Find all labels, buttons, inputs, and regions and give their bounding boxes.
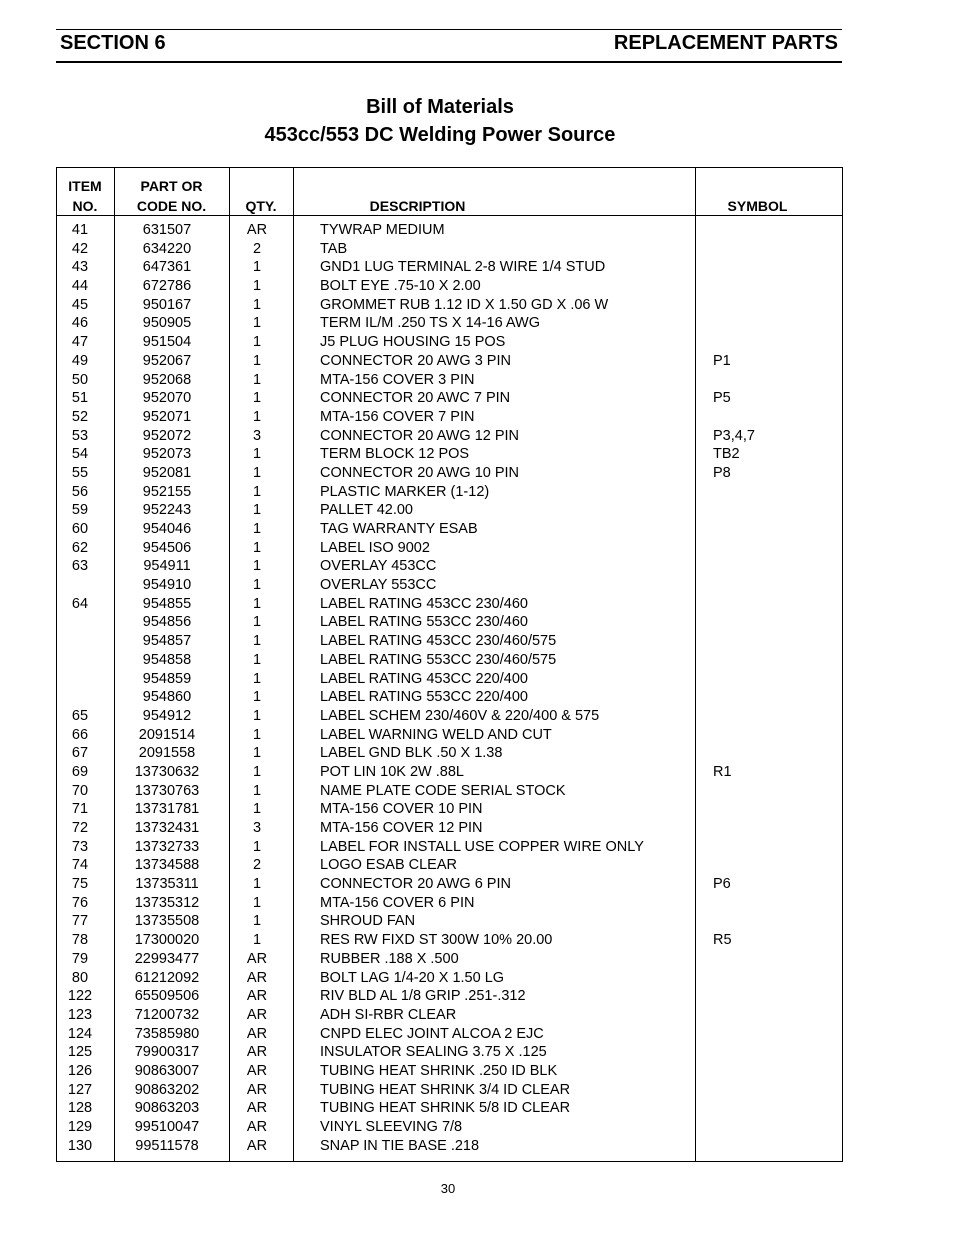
cell-part-code: 954855 <box>142 595 192 612</box>
cell-quantity: 1 <box>252 502 262 519</box>
cell-quantity: AR <box>246 1062 268 1079</box>
cell-quantity: 1 <box>252 521 262 537</box>
cell-quantity: 1 <box>252 408 262 425</box>
cell-quantity: 1 <box>252 651 262 668</box>
cell-part-code: 952155 <box>142 483 192 500</box>
cell-part-code: 2091514 <box>138 726 196 743</box>
document-title: Bill of Materials <box>366 96 514 118</box>
cell-item-no: 125 <box>67 1044 93 1061</box>
col-header-code: PART OR CODE NO. <box>136 178 207 214</box>
cell-description: TERM IL/M .250 TS X 14-16 AWG <box>320 315 540 332</box>
cell-part-code: 71200732 <box>134 1006 200 1023</box>
cell-description: CONNECTOR 20 AWG 10 PIN <box>320 464 520 481</box>
table-row <box>56 987 843 1006</box>
cell-part-code: 13730632 <box>134 763 200 780</box>
cell-part-code: 99511578 <box>135 1137 199 1154</box>
cell-part-code: 22993477 <box>134 950 200 967</box>
cell-item-no: 128 <box>67 1100 93 1117</box>
cell-quantity: 1 <box>252 707 262 724</box>
cell-part-code: 954858 <box>142 651 192 668</box>
cell-item-no: 63 <box>71 558 89 575</box>
table-row <box>56 1062 843 1081</box>
cell-quantity: 1 <box>252 633 262 650</box>
cell-description: VINYL SLEEVING 7/8 <box>320 1119 463 1135</box>
cell-description: TYWRAP MEDIUM <box>320 222 445 238</box>
cell-quantity: 1 <box>252 446 262 463</box>
cell-part-code: 952073 <box>142 446 192 463</box>
cell-part-code: 13732431 <box>134 820 200 836</box>
cell-part-code: 954859 <box>142 670 192 687</box>
cell-description: MTA-156 COVER 10 PIN <box>320 801 483 818</box>
cell-item-no: 126 <box>67 1062 93 1079</box>
table-row <box>56 296 843 315</box>
cell-description: OVERLAY 453CC <box>320 558 437 575</box>
cell-quantity: 1 <box>252 876 262 893</box>
cell-part-code: 634220 <box>142 240 192 257</box>
cell-part-code: 952243 <box>142 502 192 519</box>
cell-quantity: 1 <box>252 838 262 855</box>
cell-part-code: 954911 <box>143 558 191 575</box>
cell-item-no: 78 <box>71 932 89 949</box>
cell-part-code: 73585980 <box>134 1025 200 1042</box>
cell-description: LABEL RATING 553CC 230/460 <box>320 614 528 631</box>
cell-item-no: 75 <box>71 876 89 893</box>
cell-description: LABEL RATING 453CC 220/400 <box>320 670 528 687</box>
table-row <box>56 670 843 689</box>
table-row <box>56 726 843 745</box>
cell-description: ADH SI-RBR CLEAR <box>320 1006 457 1023</box>
cell-part-code: 631507 <box>142 222 192 238</box>
cell-quantity: 1 <box>252 726 262 743</box>
cell-description: MTA-156 COVER 3 PIN <box>320 371 475 388</box>
cell-part-code: 952070 <box>142 390 192 407</box>
table-row <box>56 408 843 427</box>
cell-item-no: 55 <box>71 464 89 481</box>
cell-item-no: 42 <box>71 240 89 257</box>
cell-item-no: 45 <box>71 296 89 313</box>
cell-part-code: 952072 <box>142 427 192 444</box>
cell-item-no: 74 <box>71 857 89 874</box>
table-body <box>56 221 843 1155</box>
table-row <box>56 277 843 296</box>
cell-item-no: 69 <box>71 763 89 780</box>
cell-description: LABEL RATING 553CC 230/460/575 <box>320 651 557 668</box>
cell-description: SNAP IN TIE BASE .218 <box>320 1137 480 1154</box>
cell-description: TAB <box>320 240 348 257</box>
cell-description: LABEL SCHEM 230/460V & 220/400 & 575 <box>320 707 600 724</box>
page-number: 30 <box>440 1181 456 1196</box>
cell-quantity: 1 <box>252 595 262 612</box>
cell-description: TUBING HEAT SHRINK .250 ID BLK <box>320 1062 558 1079</box>
cell-description: LABEL RATING 453CC 230/460 <box>320 595 528 612</box>
table-row <box>56 1006 843 1025</box>
table-row <box>56 782 843 801</box>
cell-quantity: 1 <box>252 894 262 911</box>
cell-part-code: 954046 <box>142 521 192 537</box>
cell-part-code: 954856 <box>142 614 192 631</box>
cell-description: BOLT LAG 1/4-20 X 1.50 LG <box>320 969 505 986</box>
cell-description: PALLET 42.00 <box>320 502 413 519</box>
col-header-item: ITEM NO. <box>68 178 102 214</box>
cell-description: LABEL FOR INSTALL USE COPPER WIRE ONLY <box>320 838 644 855</box>
cell-part-code: 90863202 <box>134 1081 200 1098</box>
table-row <box>56 221 843 240</box>
cell-quantity: 1 <box>252 296 262 313</box>
cell-quantity: AR <box>246 969 268 986</box>
cell-description: RES RW FIXD ST 300W 10% 20.00 <box>320 932 553 949</box>
table-row <box>56 483 843 502</box>
cell-part-code: 13735311 <box>135 876 199 893</box>
cell-description: CNPD ELEC JOINT ALCOA 2 EJC <box>320 1025 544 1042</box>
cell-quantity: 2 <box>252 857 262 874</box>
cell-description: OVERLAY 553CC <box>320 577 437 594</box>
cell-quantity: 1 <box>252 259 262 276</box>
cell-part-code: 65509506 <box>134 988 200 1005</box>
cell-quantity: 1 <box>252 464 262 481</box>
cell-item-no: 123 <box>67 1006 93 1023</box>
cell-item-no: 52 <box>71 408 89 425</box>
table-row <box>56 314 843 333</box>
table-row <box>56 912 843 931</box>
cell-item-no: 67 <box>71 745 89 762</box>
cell-part-code: 952071 <box>142 408 192 425</box>
cell-description: TAG WARRANTY ESAB <box>320 521 478 537</box>
cell-item-no: 65 <box>71 707 89 724</box>
table-row <box>56 333 843 352</box>
cell-description: LABEL RATING 453CC 230/460/575 <box>320 633 557 650</box>
cell-part-code: 647361 <box>142 259 192 276</box>
cell-description: MTA-156 COVER 6 PIN <box>320 894 475 911</box>
cell-part-code: 950905 <box>142 315 192 332</box>
cell-quantity: 1 <box>252 278 262 295</box>
cell-item-no: 76 <box>71 894 89 911</box>
cell-item-no: 72 <box>71 820 89 836</box>
cell-item-no: 50 <box>71 371 89 388</box>
cell-symbol: P8 <box>713 464 731 481</box>
cell-quantity: 1 <box>252 558 262 575</box>
cell-part-code: 951504 <box>142 334 192 351</box>
cell-part-code: 13735508 <box>134 913 200 930</box>
cell-quantity: AR <box>246 1100 268 1117</box>
cell-description: BOLT EYE .75-10 X 2.00 <box>320 278 481 295</box>
cell-quantity: AR <box>246 222 268 238</box>
cell-item-no: 79 <box>71 950 89 967</box>
cell-item-no: 80 <box>71 969 89 986</box>
cell-quantity: 1 <box>252 913 262 930</box>
cell-item-no: 43 <box>71 259 89 276</box>
col-header-description: DESCRIPTION <box>369 198 466 214</box>
table-row <box>56 800 843 819</box>
cell-quantity: AR <box>246 1119 268 1135</box>
header-rule-bottom <box>56 61 842 63</box>
cell-quantity: 1 <box>252 352 262 369</box>
cell-part-code: 954912 <box>142 707 192 724</box>
cell-quantity: 1 <box>252 390 262 407</box>
cell-part-code: 13730763 <box>134 782 200 799</box>
cell-description: LABEL RATING 553CC 220/400 <box>320 689 528 706</box>
cell-description: TUBING HEAT SHRINK 3/4 ID CLEAR <box>320 1081 571 1098</box>
table-row <box>56 931 843 950</box>
table-row <box>56 1025 843 1044</box>
table-row <box>56 352 843 371</box>
table-row <box>56 576 843 595</box>
cell-part-code: 954506 <box>142 539 192 556</box>
cell-item-no: 66 <box>71 726 89 743</box>
cell-description: LABEL ISO 9002 <box>320 539 430 556</box>
cell-item-no: 77 <box>71 913 89 930</box>
table-row <box>56 763 843 782</box>
table-row <box>56 371 843 390</box>
section-title: REPLACEMENT PARTS <box>613 32 838 54</box>
cell-part-code: 952081 <box>142 464 192 481</box>
table-row <box>56 464 843 483</box>
cell-part-code: 954910 <box>142 577 192 594</box>
cell-symbol: P6 <box>713 876 731 893</box>
table-row <box>56 707 843 726</box>
cell-part-code: 17300020 <box>134 932 200 949</box>
cell-symbol: TB2 <box>713 446 740 463</box>
cell-description: INSULATOR SEALING 3.75 X .125 <box>320 1044 547 1061</box>
cell-quantity: 3 <box>252 820 262 836</box>
cell-part-code: 13735312 <box>134 894 200 911</box>
cell-part-code: 952067 <box>142 352 192 369</box>
cell-part-code: 79900317 <box>134 1044 200 1061</box>
table-row <box>56 595 843 614</box>
cell-description: SHROUD FAN <box>320 913 416 930</box>
cell-part-code: 90863007 <box>134 1062 200 1079</box>
cell-quantity: 1 <box>252 689 262 706</box>
cell-item-no: 124 <box>67 1025 93 1042</box>
cell-quantity: AR <box>246 1081 268 1098</box>
table-row <box>56 1043 843 1062</box>
cell-part-code: 950167 <box>142 296 192 313</box>
header-rule-top <box>56 29 842 30</box>
cell-item-no: 73 <box>71 838 89 855</box>
cell-quantity: 1 <box>252 745 262 762</box>
cell-quantity: 2 <box>252 240 262 257</box>
table-row <box>56 1099 843 1118</box>
table-row <box>56 240 843 259</box>
cell-symbol: P5 <box>713 390 731 407</box>
cell-description: LABEL WARNING WELD AND CUT <box>320 726 552 743</box>
cell-description: CONNECTOR 20 AWG 3 PIN <box>320 352 511 369</box>
cell-item-no: 47 <box>71 334 89 351</box>
table-row <box>56 688 843 707</box>
cell-item-no: 70 <box>71 782 89 799</box>
cell-quantity: 3 <box>252 427 262 444</box>
cell-item-no: 64 <box>71 595 89 612</box>
cell-description: RIV BLD AL 1/8 GRIP .251-.312 <box>320 988 526 1005</box>
cell-quantity: 1 <box>252 315 262 332</box>
table-row <box>56 744 843 763</box>
cell-quantity: 1 <box>252 782 262 799</box>
col-header-symbol: SYMBOL <box>727 198 788 214</box>
cell-item-no: 54 <box>71 446 89 463</box>
cell-part-code: 13732733 <box>134 838 200 855</box>
table-row <box>56 875 843 894</box>
cell-description: CONNECTOR 20 AWG 6 PIN <box>320 876 511 893</box>
table-row <box>56 613 843 632</box>
cell-item-no: 130 <box>67 1137 93 1154</box>
cell-part-code: 90863203 <box>134 1100 200 1117</box>
table-row <box>56 427 843 446</box>
table-row <box>56 819 843 838</box>
cell-description: CONNECTOR 20 AWG 12 PIN <box>320 427 520 444</box>
section-label: SECTION 6 <box>60 32 166 54</box>
table-row <box>56 856 843 875</box>
cell-quantity: 1 <box>252 334 262 351</box>
cell-quantity: AR <box>246 1137 268 1154</box>
cell-part-code: 2091558 <box>138 745 196 762</box>
table-row <box>56 632 843 651</box>
cell-description: MTA-156 COVER 7 PIN <box>320 408 475 425</box>
cell-description: TERM BLOCK 12 POS <box>320 446 470 463</box>
cell-quantity: 1 <box>252 801 262 818</box>
cell-part-code: 13734588 <box>134 857 200 874</box>
table-row <box>56 389 843 408</box>
cell-description: POT LIN 10K 2W .88L <box>320 763 464 780</box>
table-row <box>56 501 843 520</box>
table-row <box>56 969 843 988</box>
cell-description: LOGO ESAB CLEAR <box>320 857 457 874</box>
cell-item-no: 56 <box>71 483 89 500</box>
cell-item-no: 49 <box>71 352 89 369</box>
cell-part-code: 13731781 <box>134 801 200 818</box>
cell-description: RUBBER .188 X .500 <box>320 950 459 967</box>
cell-description: TUBING HEAT SHRINK 5/8 ID CLEAR <box>320 1100 571 1117</box>
cell-item-no: 41 <box>71 222 89 238</box>
cell-part-code: 99510047 <box>134 1119 200 1135</box>
cell-item-no: 127 <box>67 1081 93 1098</box>
cell-item-no: 46 <box>71 315 89 332</box>
table-row <box>56 950 843 969</box>
cell-quantity: AR <box>246 988 268 1005</box>
cell-item-no: 51 <box>71 390 89 407</box>
table-row <box>56 1081 843 1100</box>
cell-description: MTA-156 COVER 12 PIN <box>320 820 483 836</box>
cell-item-no: 59 <box>71 502 89 519</box>
table-row <box>56 445 843 464</box>
table-row <box>56 651 843 670</box>
cell-description: J5 PLUG HOUSING 15 POS <box>320 334 506 351</box>
cell-description: GND1 LUG TERMINAL 2-8 WIRE 1/4 STUD <box>320 259 606 276</box>
table-row <box>56 894 843 913</box>
cell-quantity: 1 <box>252 483 262 500</box>
cell-item-no: 122 <box>67 988 93 1005</box>
cell-item-no: 53 <box>71 427 89 444</box>
cell-item-no: 60 <box>71 521 89 537</box>
table-row <box>56 1118 843 1137</box>
cell-quantity: 1 <box>252 539 262 556</box>
cell-quantity: AR <box>246 1006 268 1023</box>
table-row <box>56 838 843 857</box>
cell-item-no: 129 <box>67 1119 93 1135</box>
cell-item-no: 62 <box>71 539 89 556</box>
cell-description: LABEL GND BLK .50 X 1.38 <box>320 745 503 762</box>
cell-symbol: P1 <box>713 352 731 369</box>
cell-part-code: 61212092 <box>134 969 200 986</box>
table-row <box>56 258 843 277</box>
table-row <box>56 520 843 539</box>
cell-description: CONNECTOR 20 AWC 7 PIN <box>320 390 511 407</box>
col-header-qty: QTY. <box>245 198 277 214</box>
cell-item-no: 71 <box>71 801 89 818</box>
table-row <box>56 1137 843 1156</box>
cell-quantity: 1 <box>252 371 262 388</box>
cell-symbol: P3,4,7 <box>713 427 755 444</box>
document-subtitle: 453cc/553 DC Welding Power Source <box>264 124 616 146</box>
cell-quantity: 1 <box>252 763 262 780</box>
cell-quantity: 1 <box>252 614 262 631</box>
cell-item-no: 44 <box>71 278 89 295</box>
cell-quantity: 1 <box>252 577 262 594</box>
cell-quantity: AR <box>246 1044 268 1061</box>
cell-symbol: R5 <box>713 932 732 949</box>
cell-part-code: 954857 <box>142 633 192 650</box>
cell-part-code: 954860 <box>142 689 192 706</box>
cell-description: GROMMET RUB 1.12 ID X 1.50 GD X .06 W <box>320 296 609 313</box>
cell-description: NAME PLATE CODE SERIAL STOCK <box>320 782 566 799</box>
cell-quantity: AR <box>246 1025 268 1042</box>
cell-description: PLASTIC MARKER (1-12) <box>320 483 490 500</box>
table-row <box>56 557 843 576</box>
cell-quantity: 1 <box>252 932 262 949</box>
cell-symbol: R1 <box>713 763 732 780</box>
cell-quantity: AR <box>246 950 268 967</box>
cell-quantity: 1 <box>252 670 262 687</box>
table-row <box>56 539 843 558</box>
cell-part-code: 952068 <box>142 371 192 388</box>
cell-part-code: 672786 <box>142 278 192 295</box>
